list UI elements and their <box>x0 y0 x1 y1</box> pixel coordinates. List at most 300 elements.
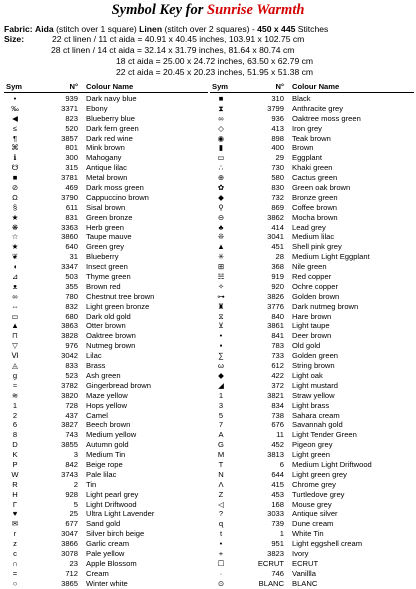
table-row <box>210 302 414 312</box>
colour-name: Bronze green <box>292 192 338 202</box>
symbol-glyph: 3 <box>218 400 224 410</box>
table-row <box>210 430 414 440</box>
colour-name: Shell pink grey <box>292 242 342 252</box>
stitch-count: 450 x 445 <box>257 24 296 34</box>
symbol-glyph: 1 <box>12 400 18 410</box>
table-row <box>4 529 208 539</box>
symbol-glyph: ᴥ <box>12 281 18 291</box>
table-row <box>4 401 208 411</box>
floss-number: 928 <box>65 489 78 499</box>
symbol-glyph: 8 <box>12 430 18 440</box>
colour-name: Oaktree brown <box>86 331 136 341</box>
colour-name: Light green grey <box>292 469 347 479</box>
floss-number: 3743 <box>61 469 78 479</box>
table-row <box>210 559 414 569</box>
floss-number: 503 <box>65 272 78 282</box>
symbol-glyph: D <box>12 440 18 450</box>
floss-number: 300 <box>65 153 78 163</box>
floss-number: 976 <box>65 341 78 351</box>
symbol-glyph: ◇ <box>218 123 224 133</box>
floss-number: 315 <box>65 163 78 173</box>
floss-number: 168 <box>271 499 284 509</box>
table-row <box>4 213 208 223</box>
colour-name: Silver birch beige <box>86 529 145 539</box>
table-row <box>210 411 414 421</box>
table-row <box>210 549 414 559</box>
colour-name: Ebony <box>86 103 108 113</box>
colour-name: Otter brown <box>86 321 126 331</box>
table-row <box>4 341 208 351</box>
floss-number: 746 <box>271 568 284 578</box>
floss-number: 898 <box>271 133 284 143</box>
floss-number: 743 <box>65 430 78 440</box>
colour-name: Savannah gold <box>292 420 343 430</box>
colour-name: Old gold <box>292 341 321 351</box>
table-row <box>210 569 414 579</box>
size-value-1: 22 ct linen / 11 ct aida = 40.91 x 40.45 inches, 103.91 x 102.75 cm <box>52 34 305 44</box>
fabric-line <box>4 24 328 34</box>
floss-number: 951 <box>271 539 284 549</box>
colour-name: Green bronze <box>86 212 133 222</box>
floss-number: 451 <box>271 242 284 252</box>
table-row <box>210 223 414 233</box>
floss-number: 3826 <box>267 291 284 301</box>
table-row <box>4 282 208 292</box>
symbol-glyph: ▲ <box>217 242 225 252</box>
fabric-label: Fabric: <box>4 24 33 34</box>
table-row <box>4 559 208 569</box>
symbol-glyph: = <box>12 568 18 578</box>
symbol-glyph: ⧗ <box>218 103 224 113</box>
floss-number: 3827 <box>61 420 78 430</box>
floss-number: 3860 <box>61 232 78 242</box>
table-row <box>4 500 208 510</box>
title-prefix: Symbol Key for <box>111 2 204 18</box>
symbol-glyph: ⊙ <box>217 578 225 588</box>
symbol-glyph: ɋ <box>218 519 224 529</box>
floss-number: 783 <box>271 341 284 351</box>
size-line-2: 28 ct linen / 14 ct aida = 32.14 x 31.79 inches, 81.64 x 80.74 cm <box>51 45 295 55</box>
colour-name: Hops yellow <box>86 400 127 410</box>
symbol-glyph: ω <box>218 361 224 371</box>
symbol-glyph: + <box>218 548 224 558</box>
symbol-glyph: ≈ <box>12 380 18 390</box>
table-row <box>4 480 208 490</box>
colour-name: Green oak brown <box>292 183 351 193</box>
colour-name: Beige rope <box>86 459 123 469</box>
symbol-glyph: ∞ <box>12 291 18 301</box>
table-row <box>210 213 414 223</box>
table-row <box>4 193 208 203</box>
floss-number: 732 <box>271 192 284 202</box>
colour-name: Ash green <box>86 370 121 380</box>
floss-number: 919 <box>271 272 284 282</box>
colour-name: Blueberry blue <box>86 113 135 123</box>
table-row <box>4 134 208 144</box>
floss-number: 3828 <box>61 331 78 341</box>
table-row <box>4 391 208 401</box>
floss-number: 3855 <box>61 440 78 450</box>
colour-name: Deer brown <box>292 331 332 341</box>
colour-name: Medium Tin <box>86 450 126 460</box>
floss-number: 831 <box>65 212 78 222</box>
floss-number: 830 <box>271 183 284 193</box>
symbol-glyph: Ⅵ <box>11 351 19 361</box>
colour-name: Light green <box>292 450 330 460</box>
floss-number: 3799 <box>267 103 284 113</box>
colour-name: Gingerbread brown <box>86 380 152 390</box>
symbol-glyph: ☵ <box>217 272 225 282</box>
symbol-glyph: ★ <box>11 242 19 252</box>
symbol-glyph: R <box>12 479 18 489</box>
floss-number: 3363 <box>61 222 78 232</box>
colour-name: Maze yellow <box>86 390 128 400</box>
table-row <box>210 153 414 163</box>
symbol-glyph: ⚲ <box>218 202 224 212</box>
colour-name: Sand gold <box>86 519 121 529</box>
table-row <box>210 143 414 153</box>
symbol-glyph: ⊕ <box>217 173 225 183</box>
table-row <box>4 223 208 233</box>
symbol-glyph: · <box>219 568 223 578</box>
colour-name: White Tin <box>292 529 324 539</box>
table-row <box>4 440 208 450</box>
symbol-glyph: ☋ <box>11 163 19 173</box>
colour-name: Dark moss green <box>86 183 144 193</box>
colour-name: Anthracite grey <box>292 103 344 113</box>
floss-number: 523 <box>65 370 78 380</box>
symbol-glyph: c <box>13 548 17 558</box>
fabric-aida-note: (stitch over 1 square) <box>56 24 137 34</box>
colour-name: Cappuccino brown <box>86 192 149 202</box>
symbol-glyph: ⌘ <box>11 143 19 153</box>
floss-number: 3041 <box>267 232 284 242</box>
symbol-glyph: ⊻ <box>218 321 224 331</box>
floss-number: 3821 <box>267 390 284 400</box>
symbol-glyph: ⧖ <box>218 311 224 321</box>
table-row <box>4 361 208 371</box>
floss-number: 823 <box>65 113 78 123</box>
symbol-glyph: ■ <box>218 94 224 103</box>
symbol-glyph: T <box>218 459 224 469</box>
symbol-glyph: Ω <box>12 192 18 202</box>
table-row <box>210 539 414 549</box>
table-row <box>210 529 414 539</box>
colour-name: Iron grey <box>292 123 322 133</box>
stitch-label: Stitches <box>297 24 329 34</box>
floss-number: 31 <box>69 252 78 262</box>
floss-number: 728 <box>65 400 78 410</box>
floss-number: 936 <box>271 113 284 123</box>
symbol-glyph: P <box>12 459 18 469</box>
table-row <box>210 480 414 490</box>
table-row <box>4 292 208 302</box>
table-row <box>4 411 208 421</box>
symbol-glyph: ⊘ <box>11 183 19 193</box>
symbol-glyph: ℹ <box>13 153 17 163</box>
colour-name: Apple Blossom <box>86 558 137 568</box>
floss-number: 372 <box>271 380 284 390</box>
colour-name: Thyme green <box>86 272 131 282</box>
floss-number: 3790 <box>61 192 78 202</box>
floss-number: 5 <box>73 499 78 509</box>
symbol-glyph: ♥ <box>12 509 18 519</box>
table-row <box>4 104 208 114</box>
colour-name: Nile green <box>292 262 327 272</box>
floss-number: 3861 <box>267 321 284 331</box>
page-title <box>0 2 416 18</box>
fabric-linen-note: (stitch over 2 squares) - <box>164 24 255 34</box>
colour-name: Dark fern green <box>86 123 139 133</box>
floss-number: 733 <box>271 351 284 361</box>
symbol-glyph: • <box>219 331 223 341</box>
floss-number: 869 <box>271 202 284 212</box>
symbol-glyph: ■ <box>12 173 18 183</box>
symbol-glyph: ○ <box>12 578 18 588</box>
floss-number: 3078 <box>61 548 78 558</box>
size-line-1 <box>4 34 305 44</box>
table-row <box>4 262 208 272</box>
colour-name: Light green bronze <box>86 301 150 311</box>
symbol-glyph: ⊞ <box>217 262 225 272</box>
floss-number: 452 <box>271 440 284 450</box>
table-row <box>210 420 414 430</box>
colour-name: Blueberry <box>86 252 119 262</box>
symbol-glyph: ⊶ <box>217 291 225 301</box>
floss-number: 739 <box>271 519 284 529</box>
symbol-glyph: ⊿ <box>11 272 19 282</box>
floss-number: 453 <box>271 489 284 499</box>
table-row <box>210 124 414 134</box>
floss-number: 28 <box>275 252 284 262</box>
colour-name: Mouse grey <box>292 499 332 509</box>
table-row <box>4 490 208 500</box>
table-row <box>210 341 414 351</box>
symbol-glyph: M <box>217 450 225 460</box>
table-row <box>4 420 208 430</box>
floss-number: 400 <box>271 143 284 153</box>
symbol-glyph: ✿ <box>217 183 225 193</box>
table-row <box>4 579 208 589</box>
floss-number: 730 <box>271 163 284 173</box>
header-divider <box>4 92 208 93</box>
symbol-glyph: ⇔ <box>11 301 19 311</box>
symbol-glyph: t <box>219 529 223 539</box>
colour-name: Vanillla <box>292 568 316 578</box>
table-row <box>210 104 414 114</box>
symbol-glyph: N <box>218 469 224 479</box>
floss-number: 6 <box>279 459 284 469</box>
floss-number: 3 <box>73 450 78 460</box>
floss-number: 3047 <box>61 529 78 539</box>
header-number: N° <box>275 82 284 91</box>
table-row <box>4 143 208 153</box>
table-row <box>210 490 414 500</box>
header-colour-name: Colour Name <box>86 82 134 91</box>
colour-name: Autumn gold <box>86 440 129 450</box>
symbol-glyph: H <box>12 489 18 499</box>
table-row <box>210 351 414 361</box>
floss-number: 11 <box>276 430 284 440</box>
table-row <box>4 569 208 579</box>
table-row <box>4 430 208 440</box>
colour-name: Brown <box>292 143 314 153</box>
symbol-glyph: ♜ <box>217 301 225 311</box>
table-row <box>210 242 414 252</box>
size-line-3: 18 ct aida = 25.00 x 24.72 inches, 63.50 x 62.79 cm <box>116 56 314 66</box>
symbol-glyph: ◆ <box>218 370 224 380</box>
symbol-glyph: ◢ <box>218 380 224 390</box>
table-row <box>4 312 208 322</box>
table-row <box>4 272 208 282</box>
symbol-glyph: ▭ <box>11 311 19 321</box>
header-number: N° <box>69 82 78 91</box>
table-row <box>210 272 414 282</box>
symbol-glyph: G <box>218 440 224 450</box>
colour-name: Dark navy blue <box>86 94 137 103</box>
table-row <box>4 470 208 480</box>
table-row <box>210 262 414 272</box>
floss-number: 413 <box>271 123 284 133</box>
colour-name: Insect green <box>86 262 128 272</box>
floss-number: 3820 <box>61 390 78 400</box>
table-row <box>4 173 208 183</box>
colour-name: Eggplant <box>292 153 322 163</box>
symbol-glyph: ? <box>218 509 224 519</box>
colour-name: Dark red wine <box>86 133 133 143</box>
colour-name: Coffee brown <box>292 202 338 212</box>
symbol-glyph: ≤ <box>12 123 18 133</box>
table-row <box>4 519 208 529</box>
floss-number: 3813 <box>267 450 284 460</box>
colour-name: Teak brown <box>292 133 331 143</box>
symbol-glyph: ◀ <box>12 113 18 123</box>
table-row <box>210 450 414 460</box>
symbol-glyph: • <box>13 94 17 103</box>
symbol-glyph: 2 <box>12 410 18 420</box>
table-row <box>4 232 208 242</box>
colour-name: Light Driftwood <box>86 499 137 509</box>
symbol-glyph: ≋ <box>11 390 19 400</box>
colour-name: Medium Light Driftwood <box>292 459 372 469</box>
colour-name: Light taupe <box>292 321 330 331</box>
table-row <box>210 579 414 589</box>
floss-number: ECRUT <box>257 558 284 568</box>
table-row <box>4 302 208 312</box>
floss-number: 676 <box>271 420 284 430</box>
floss-number: 833 <box>65 361 78 371</box>
floss-number: 469 <box>65 183 78 193</box>
title-pattern-name: Sunrise Warmth <box>207 2 305 18</box>
floss-number: 680 <box>65 311 78 321</box>
floss-number: 841 <box>271 331 284 341</box>
colour-name: Medium lilac <box>292 232 335 242</box>
symbol-glyph: ☆ <box>11 232 19 242</box>
floss-number: 644 <box>271 469 284 479</box>
table-row <box>4 242 208 252</box>
table-row <box>210 371 414 381</box>
floss-number: 355 <box>65 281 78 291</box>
table-row <box>4 114 208 124</box>
table-row <box>210 500 414 510</box>
table-row <box>210 193 414 203</box>
colour-name: Medium yellow <box>86 430 137 440</box>
symbol-glyph: ◬ <box>12 361 18 371</box>
table-row <box>210 173 414 183</box>
floss-number: 712 <box>65 568 78 578</box>
floss-number: 422 <box>271 370 284 380</box>
symbol-glyph: ▭ <box>217 153 225 163</box>
colour-name: Antique lilac <box>86 163 127 173</box>
table-row <box>4 203 208 213</box>
symbol-glyph: ◉ <box>217 133 225 143</box>
table-row <box>210 460 414 470</box>
table-row <box>210 312 414 322</box>
floss-number: 801 <box>65 143 78 153</box>
symbol-glyph: ✳ <box>217 252 225 262</box>
table-row <box>210 381 414 391</box>
symbol-glyph: Γ <box>12 499 18 509</box>
symbol-glyph: ‰ <box>11 103 19 113</box>
floss-number: 3776 <box>267 301 284 311</box>
colour-name: Chrome grey <box>292 479 336 489</box>
floss-number: 1 <box>279 529 284 539</box>
colour-name: Green grey <box>86 242 124 252</box>
symbol-glyph: ★ <box>11 212 19 222</box>
colour-name: Golden brown <box>292 291 340 301</box>
floss-number: 832 <box>65 301 78 311</box>
symbol-glyph: ✉ <box>11 519 19 529</box>
colour-name: Pigeon grey <box>292 440 333 450</box>
table-row <box>210 282 414 292</box>
table-row <box>210 470 414 480</box>
colour-name: Light eggshell cream <box>292 539 363 549</box>
table-row <box>210 232 414 242</box>
table-row <box>210 391 414 401</box>
colour-name: ECRUT <box>292 558 319 568</box>
colour-name: Ochre copper <box>292 281 339 291</box>
floss-number: 3781 <box>61 173 78 183</box>
colour-name: Light brass <box>292 400 330 410</box>
colour-name: Brass <box>86 361 106 371</box>
table-row <box>4 321 208 331</box>
colour-name: Chestnut tree brown <box>86 291 155 301</box>
table-row <box>210 361 414 371</box>
colour-name: Garlic cream <box>86 539 130 549</box>
floss-number: 520 <box>65 123 78 133</box>
table-row <box>4 450 208 460</box>
colour-name: Hare brown <box>292 311 332 321</box>
symbol-glyph: W <box>11 469 19 479</box>
table-row <box>210 292 414 302</box>
floss-number: 3857 <box>61 133 78 143</box>
floss-number: 3782 <box>61 380 78 390</box>
colour-name: Ultra Light Lavender <box>86 509 155 519</box>
symbol-glyph: ☐ <box>217 558 225 568</box>
floss-number: 611 <box>65 202 78 212</box>
table-row <box>4 549 208 559</box>
table-row <box>4 371 208 381</box>
table-row <box>210 114 414 124</box>
symbol-glyph: ∞ <box>218 113 224 123</box>
floss-number: 3033 <box>267 509 284 519</box>
table-row <box>4 124 208 134</box>
floss-number: 310 <box>271 94 284 103</box>
floss-number: 3865 <box>61 578 78 588</box>
table-row <box>210 321 414 331</box>
header-sym: Sym <box>212 82 229 91</box>
colour-name: Winter white <box>86 578 128 588</box>
